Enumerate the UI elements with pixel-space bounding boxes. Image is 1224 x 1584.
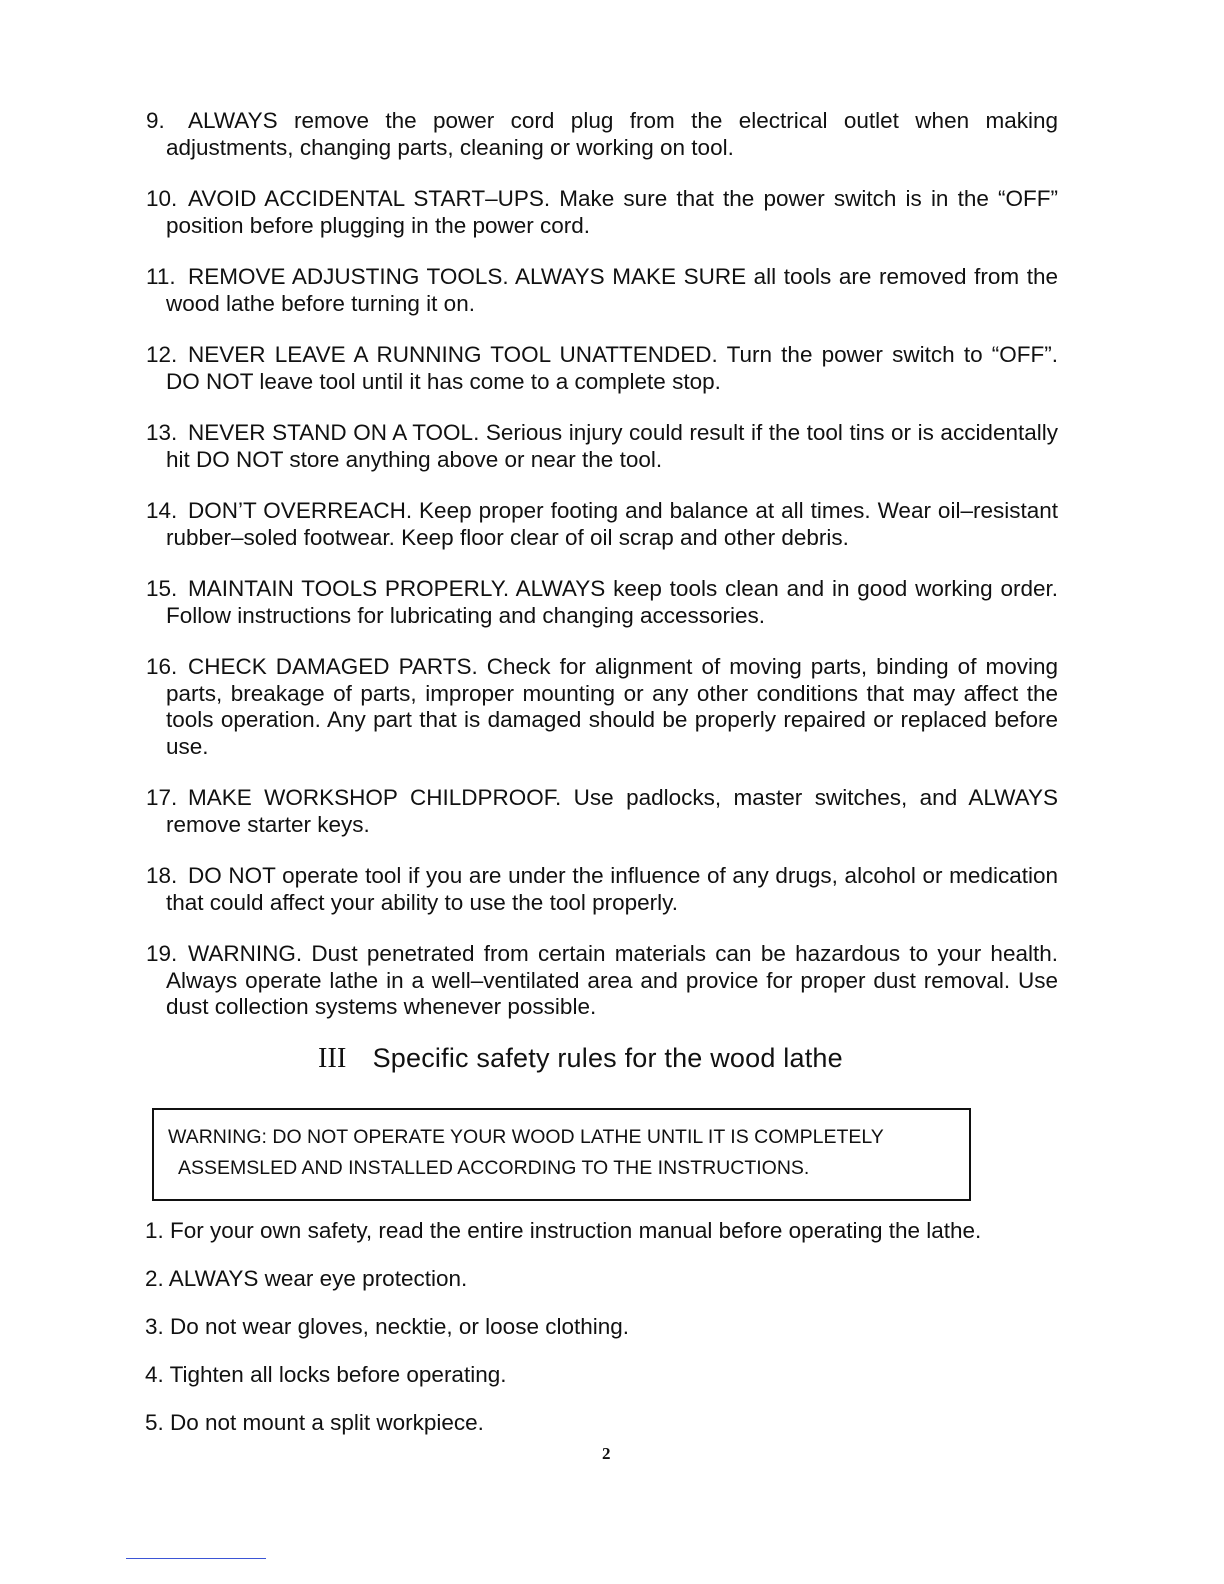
rule-text: CHECK DAMAGED PARTS. Check for alignment of moving parts, binding of moving parts, breakage of parts, improper mounting or any other conditions that may affect the tools operation. Any part that is damaged should be properly repaired or replaced before use.	[166, 654, 1058, 759]
rule-item	[146, 186, 1058, 239]
rule-text: MAINTAIN TOOLS PROPERLY. ALWAYS keep tools clean and in good working order. Follow instructions for lubricating and changing accessories.	[166, 576, 1058, 628]
warning-line-1: WARNING: DO NOT OPERATE YOUR WOOD LATHE UNTIL IT IS COMPLETELY	[168, 1126, 884, 1148]
section-title: Specific safety rules for the wood lathe	[372, 1043, 843, 1073]
warning-box	[152, 1108, 971, 1201]
rule-number: 11.	[146, 264, 176, 289]
rule-item	[146, 576, 1058, 629]
rule-number: 10.	[146, 186, 178, 211]
specific-rules-list	[145, 1216, 1065, 1456]
rule-text: ALWAYS remove the power cord plug from the electrical outlet when making adjustments, changing parts, cleaning or working on tool.	[166, 108, 1058, 160]
rule-text: NEVER STAND ON A TOOL. Serious injury could result if the tool tins or is accidentally hit DO NOT store anything above or near the tool.	[166, 420, 1058, 472]
rule-number: 12.	[146, 342, 178, 367]
rule-item	[146, 863, 1058, 916]
rule-number: 15.	[146, 576, 178, 601]
rule-text: WARNING. Dust penetrated from certain materials can be hazardous to your health. Always operate lathe in a well–ventilated area and provice for proper dust removal. Use dust collection systems whenever possible.	[166, 941, 1058, 1019]
rule-number: 9.	[146, 108, 165, 133]
general-safety-rules-list	[146, 108, 1058, 1046]
rule-text: REMOVE ADJUSTING TOOLS. ALWAYS MAKE SURE all tools are removed from the wood lathe before turning it on.	[166, 264, 1058, 316]
rule-number: 18.	[146, 863, 178, 888]
rule-item	[146, 941, 1058, 1021]
section-roman-numeral: III	[318, 1043, 347, 1074]
list-item: 3. Do not wear gloves, necktie, or loose clothing.	[145, 1314, 630, 1339]
rule-number: 17.	[146, 785, 178, 810]
rule-text: DO NOT operate tool if you are under the influence of any drugs, alcohol or medication that could affect your ability to use the tool properly.	[166, 863, 1058, 915]
warning-line-2: ASSEMSLED AND INSTALLED ACCORDING TO THE INSTRUCTIONS.	[178, 1157, 810, 1179]
rule-number: 14.	[146, 498, 178, 523]
rule-text: AVOID ACCIDENTAL START–UPS. Make sure that the power switch is in the “OFF” position before plugging in the power cord.	[166, 186, 1058, 238]
rule-item	[146, 264, 1058, 317]
rule-text: NEVER LEAVE A RUNNING TOOL UNATTENDED. Turn the power switch to “OFF”. DO NOT leave tool until it has come to a complete stop.	[166, 342, 1058, 394]
rule-item	[146, 654, 1058, 760]
rule-text: MAKE WORKSHOP CHILDPROOF. Use padlocks, master switches, and ALWAYS remove starter keys.	[166, 785, 1058, 837]
section-heading	[318, 1043, 843, 1075]
rule-item	[146, 498, 1058, 551]
list-item: 1. For your own safety, read the entire instruction manual before operating the lathe.	[145, 1218, 982, 1243]
rule-number: 19.	[146, 941, 178, 966]
bottom-divider	[126, 1558, 266, 1559]
rule-text: DON’T OVERREACH. Keep proper footing and balance at all times. Wear oil–resistant rubber–soled footwear. Keep floor clear of oil scrap and other debris.	[166, 498, 1058, 550]
list-item: 4. Tighten all locks before operating.	[145, 1362, 507, 1387]
rule-item	[146, 420, 1058, 473]
rule-item	[146, 108, 1058, 161]
rule-number: 13.	[146, 420, 178, 445]
rule-item	[146, 342, 1058, 395]
rule-item	[146, 785, 1058, 838]
list-item: 5. Do not mount a split workpiece.	[145, 1410, 484, 1435]
rule-number: 16.	[146, 654, 178, 679]
page-number: 2	[602, 1444, 611, 1463]
list-item: 2. ALWAYS wear eye protection.	[145, 1266, 468, 1291]
